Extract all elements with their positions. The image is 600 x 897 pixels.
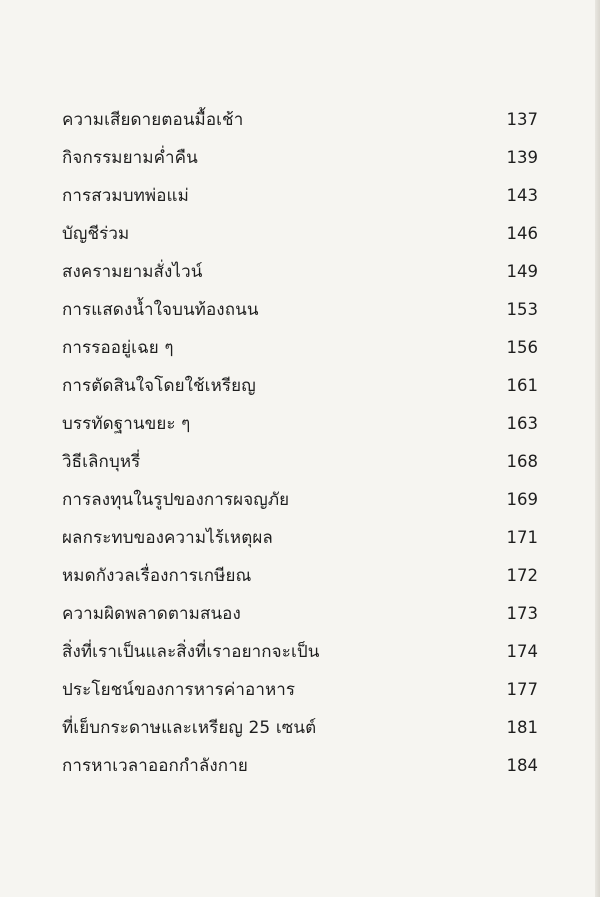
toc-entry-title: การแสดงน้ำใจบนท้องถนน — [62, 300, 259, 320]
toc-entry-title: การรออยู่เฉย ๆ — [62, 338, 174, 358]
toc-entry-page: 168 — [506, 452, 538, 471]
toc-entry-page: 146 — [506, 224, 538, 243]
toc-entry — [62, 291, 538, 329]
toc-entry-page: 171 — [506, 528, 538, 547]
toc-entry-title: ประโยชน์ของการหารค่าอาหาร — [62, 680, 296, 700]
toc-entry-page: 163 — [506, 414, 538, 433]
toc-entry — [62, 595, 538, 633]
toc-entry-page: 137 — [506, 110, 538, 129]
toc-entry — [62, 747, 538, 785]
toc-entry-title: การลงทุนในรูปของการผจญภัย — [62, 490, 290, 510]
toc-entry-page: 172 — [506, 566, 538, 585]
toc-entry — [62, 443, 538, 481]
toc-entry-page: 173 — [506, 604, 538, 623]
toc-entry — [62, 367, 538, 405]
toc-entry — [62, 215, 538, 253]
toc-entry-page: 181 — [506, 718, 538, 737]
toc-entry-page: 174 — [506, 642, 538, 661]
toc-entry-title: สงครามยามสั่งไวน์ — [62, 262, 203, 282]
toc-entry-title: ที่เย็บกระดาษและเหรียญ 25 เซนต์ — [62, 718, 317, 738]
toc-entry-title: บัญชีร่วม — [62, 224, 130, 244]
toc-entry — [62, 329, 538, 367]
toc-entry — [62, 101, 538, 139]
toc-entry-title: หมดกังวลเรื่องการเกษียณ — [62, 566, 252, 586]
toc-entry — [62, 405, 538, 443]
toc-entry-title: การตัดสินใจโดยใช้เหรียญ — [62, 376, 256, 396]
toc-entry-page: 143 — [506, 186, 538, 205]
toc-entry-title: สิ่งที่เราเป็นและสิ่งที่เราอยากจะเป็น — [62, 642, 320, 662]
toc-entry — [62, 481, 538, 519]
toc-entry-title: วิธีเลิกบุหรี่ — [62, 452, 141, 472]
toc-entry — [62, 253, 538, 291]
toc-entry — [62, 177, 538, 215]
toc-entry-page: 177 — [506, 680, 538, 699]
toc-entry — [62, 557, 538, 595]
toc-entry-title: กิจกรรมยามค่ำคืน — [62, 148, 198, 168]
toc-entry-page: 169 — [506, 490, 538, 509]
toc-entry-title: การสวมบทพ่อแม่ — [62, 186, 189, 206]
toc-entry — [62, 671, 538, 709]
toc-entry — [62, 633, 538, 671]
toc-entry-title: ความเสียดายตอนมื้อเช้า — [62, 110, 244, 130]
toc-entry-page: 153 — [506, 300, 538, 319]
page-edge — [595, 0, 600, 897]
toc-entry-title: บรรทัดฐานขยะ ๆ — [62, 414, 191, 434]
toc-entry-title: การหาเวลาออกกำลังกาย — [62, 756, 248, 776]
toc-entry-page: 139 — [506, 148, 538, 167]
toc-entry-page: 156 — [506, 338, 538, 357]
toc-entry-page: 184 — [506, 756, 538, 775]
toc-entry-page: 149 — [506, 262, 538, 281]
toc-entry-title: ความผิดพลาดตามสนอง — [62, 604, 241, 624]
toc-entry-title: ผลกระทบของความไร้เหตุผล — [62, 528, 273, 548]
toc-entry — [62, 709, 538, 747]
toc-entry-page: 161 — [506, 376, 538, 395]
toc-entry — [62, 519, 538, 557]
toc-entry — [62, 139, 538, 177]
table-of-contents — [62, 101, 538, 785]
